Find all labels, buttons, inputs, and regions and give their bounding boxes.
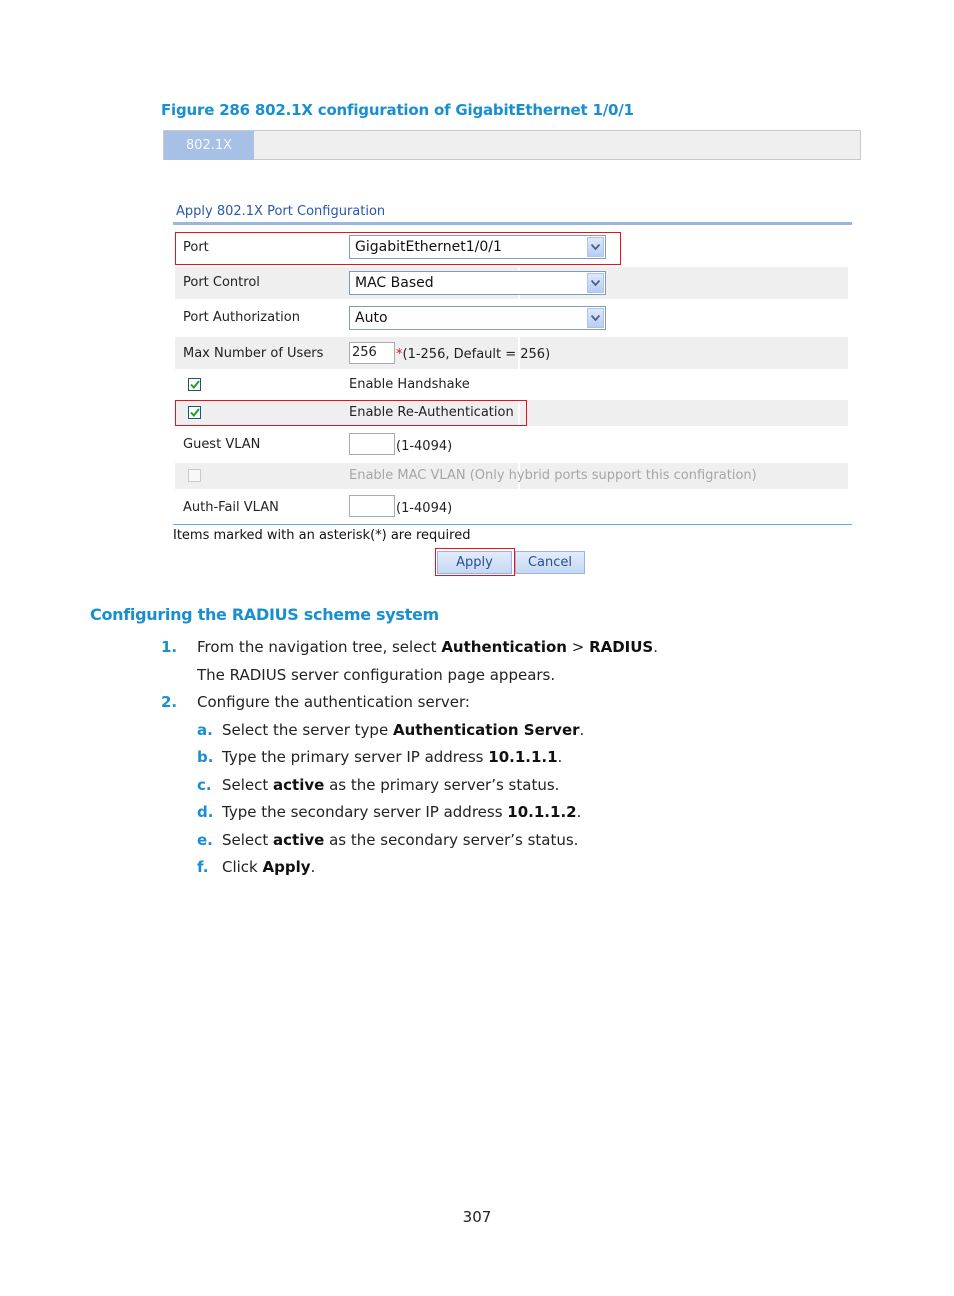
port-control-label: Port Control: [183, 275, 260, 290]
auth-fail-vlan-hint: (1-4094): [396, 501, 453, 516]
substep-e-bold: active: [273, 831, 325, 849]
tab-bar: [163, 130, 861, 160]
substep-letter: e.: [197, 831, 213, 849]
enable-handshake-checkbox[interactable]: [188, 378, 201, 391]
substep-f: [222, 858, 315, 876]
port-control-select-value: MAC Based: [355, 275, 434, 291]
substep-e-pre: Select: [222, 831, 274, 849]
max-users-input[interactable]: [349, 342, 395, 364]
substep-c-post: as the primary server’s status.: [324, 776, 560, 794]
port-highlight-box: [175, 232, 621, 265]
substep-letter: f.: [197, 858, 209, 876]
form-title-divider: [173, 222, 852, 225]
substep-a: [222, 721, 584, 739]
substep-letter: a.: [197, 721, 213, 739]
substep-letter: c.: [197, 776, 212, 794]
substep-d: [222, 803, 581, 821]
enable-handshake-row: [175, 372, 848, 398]
guest-vlan-input[interactable]: [349, 433, 395, 455]
form-bottom-divider: [173, 524, 852, 525]
checkmark-icon: [190, 380, 200, 389]
tab-8021x[interactable]: 802.1X: [164, 131, 254, 160]
substep-c-bold: active: [273, 776, 325, 794]
substep-d-pre: Type the secondary server IP address: [222, 803, 508, 821]
step-1-note: The RADIUS server configuration page appears.: [197, 666, 556, 684]
step-1-bold-radius: RADIUS: [589, 638, 654, 656]
substep-e-post: as the secondary server’s status.: [324, 831, 579, 849]
step-number: 1.: [161, 638, 178, 656]
port-authorization-row: [175, 302, 848, 334]
enable-reauth-label: Enable Re-Authentication: [349, 405, 514, 420]
substep-c-pre: Select: [222, 776, 274, 794]
substep-letter: b.: [197, 748, 214, 766]
guest-vlan-hint: (1-4094): [396, 439, 453, 454]
page-number: 307: [462, 1208, 492, 1226]
max-users-label: Max Number of Users: [183, 346, 324, 361]
substep-f-post: .: [310, 858, 316, 876]
auth-fail-vlan-row: [175, 491, 848, 523]
substep-b-pre: Type the primary server IP address: [222, 748, 489, 766]
auth-fail-vlan-label: Auth-Fail VLAN: [183, 500, 279, 515]
mac-vlan-checkbox: [188, 469, 201, 482]
port-authorization-select-value: Auto: [355, 310, 388, 326]
mac-vlan-label: Enable MAC VLAN (Only hybrid ports support this configration): [349, 468, 757, 483]
port-authorization-select[interactable]: [349, 306, 606, 330]
substep-c: [222, 776, 559, 794]
step-1-post: .: [653, 638, 659, 656]
port-control-row: [175, 267, 848, 299]
max-users-input-value: 256: [352, 345, 377, 360]
required-note: Items marked with an asterisk(*) are required: [173, 528, 471, 543]
substep-f-pre: Click: [222, 858, 263, 876]
substep-d-post: .: [576, 803, 582, 821]
cancel-button[interactable]: Cancel: [515, 551, 585, 574]
auth-fail-vlan-input[interactable]: [349, 495, 395, 517]
max-users-hint: (1-256, Default = 256): [402, 347, 551, 362]
chevron-down-icon[interactable]: [587, 273, 604, 293]
mac-vlan-row: [175, 463, 848, 489]
substep-b-bold: 10.1.1.1: [488, 748, 558, 766]
substep-a-pre: Select the server type: [222, 721, 393, 739]
figure-caption: Figure 286 802.1X configuration of GigabitEthernet 1/0/1: [161, 101, 634, 119]
guest-vlan-row: [175, 429, 848, 461]
port-label: Port: [183, 240, 209, 255]
form-title: Apply 802.1X Port Configuration: [176, 204, 386, 219]
section-heading: Configuring the RADIUS scheme system: [90, 605, 439, 624]
max-users-row: [175, 337, 848, 369]
port-select-value: GigabitEthernet1/0/1: [355, 239, 502, 255]
substep-b: [222, 748, 562, 766]
step-1-bold-auth: Authentication: [441, 638, 567, 656]
port-authorization-label: Port Authorization: [183, 310, 300, 325]
step-2-text: Configure the authentication server:: [197, 693, 470, 711]
chevron-down-icon[interactable]: [587, 308, 604, 328]
step-number: 2.: [161, 693, 178, 711]
enable-handshake-label: Enable Handshake: [349, 377, 470, 392]
substep-f-bold: Apply: [262, 858, 311, 876]
step-1-pre: From the navigation tree, select: [197, 638, 442, 656]
substep-b-post: .: [557, 748, 563, 766]
port-control-select[interactable]: [349, 271, 606, 295]
substep-a-post: .: [579, 721, 585, 739]
step-1-mid: >: [566, 638, 590, 656]
substep-e: [222, 831, 578, 849]
substep-letter: d.: [197, 803, 214, 821]
guest-vlan-label: Guest VLAN: [183, 437, 261, 452]
apply-highlight-box: [435, 548, 515, 576]
substep-d-bold: 10.1.1.2: [507, 803, 577, 821]
reauth-highlight-box: [175, 400, 527, 426]
substep-a-bold: Authentication Server: [392, 721, 580, 739]
apply-button[interactable]: Apply: [437, 551, 512, 574]
step-1-text: [197, 638, 658, 656]
required-asterisk: *: [396, 347, 403, 362]
